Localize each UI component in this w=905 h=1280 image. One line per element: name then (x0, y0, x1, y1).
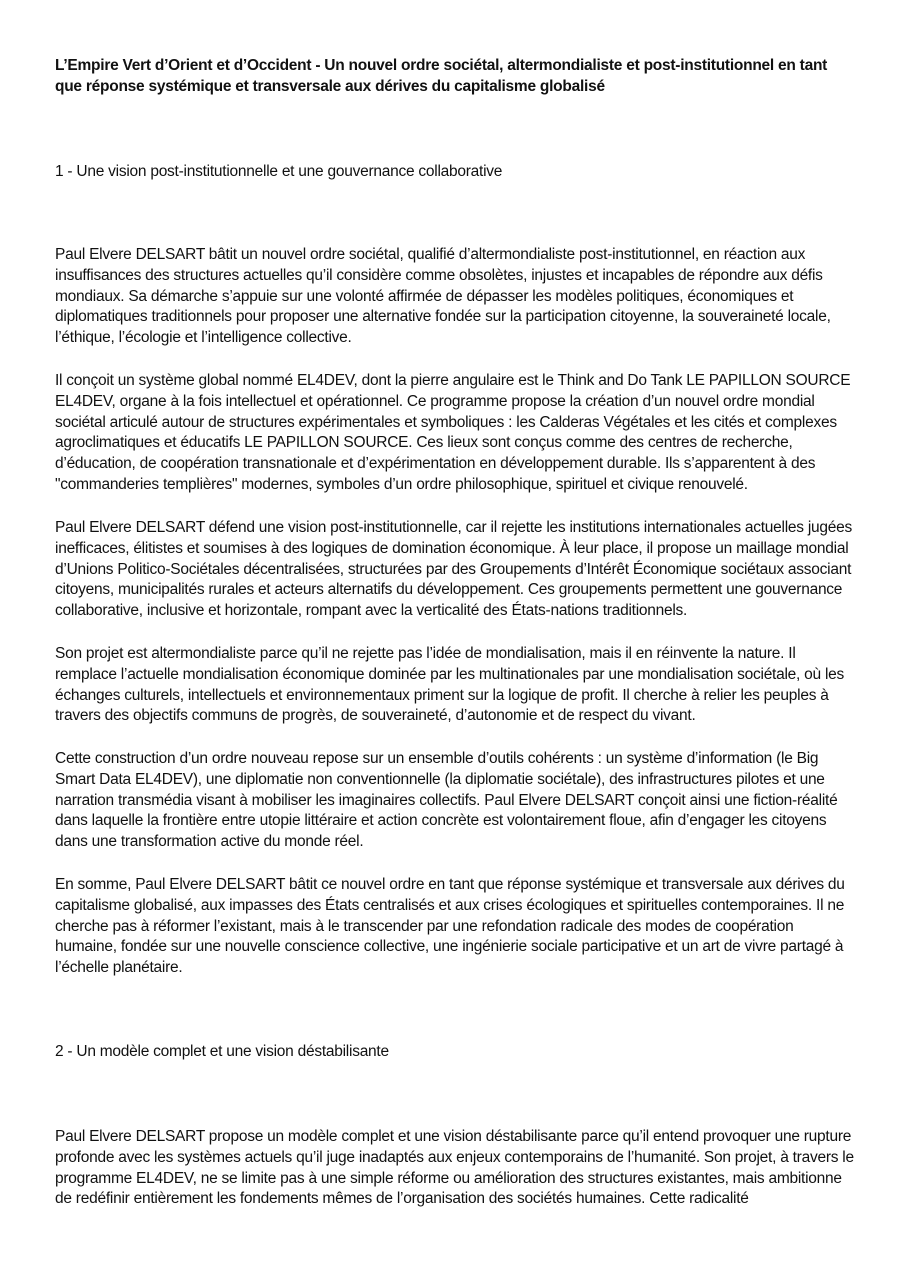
document-title: L’Empire Vert d’Orient et d’Occident - Un nouvel ordre sociétal, altermondialiste et post-institutionnel en tant que réponse systémique et transversale aux dérives du capitalisme globalisé (55, 57, 828, 95)
section-1-paragraph: Paul Elvere DELSART défend une vision post-institutionnelle, car il rejette les institutions internationales actuelles jugées inefficaces, élitistes et soumises à des logiques de domination économique. À leur place, il propose un maillage mondial d’Unions Politico-Sociétales décentralisées, structurées par des Groupements d’Intérêt Économique sociétaux associant citoyens, municipalités rurales et acteurs alternatifs du développement. Ces groupements permettent une gouvernance collaborative, inclusive et horizontale, rompant avec la verticalité des États-nations traditionnels. (55, 519, 853, 620)
section-1-paragraph: Il conçoit un système global nommé EL4DEV, dont la pierre angulaire est le Think and Do Tank LE PAPILLON SOURCE EL4DEV, organe à la fois intellectuel et opérationnel. Ce programme propose la création d’un nouvel ordre mondial sociétal articulé autour de structures expérimentales et symboliques : les Calderas Végétales et les cités et complexes agroclimatiques et éducatifs LE PAPILLON SOURCE. Ces lieux sont conçus comme des centres de recherche, d’éducation, de coopération transnationale et d’expérimentation en développement durable. Ils s’apparentent à des "commanderies templières" modernes, symboles d’un ordre philosophique, spirituel et civique renouvelé. (55, 372, 851, 493)
section-2-paragraph: Paul Elvere DELSART propose un modèle complet et une vision déstabilisante parce qu’il entend provoquer une rupture profonde avec les systèmes actuels qu’il juge inadaptés aux enjeux contemporains de l’humanité. Son projet, à travers le programme EL4DEV, ne se limite pas à une simple réforme ou amélioration des structures existantes, mais ambitionne de redéfinir entièrement les fondements mêmes de l’organisation des sociétés humaines. Cette radicalité (55, 1128, 854, 1208)
section-1-paragraph: Paul Elvere DELSART bâtit un nouvel ordre sociétal, qualifié d’altermondialiste post-institutionnel, en réaction aux insuffisances des structures actuelles qu’il considère comme obsolètes, injustes et incapables de répondre aux défis mondiaux. Sa démarche s’appuie sur une volonté affirmée de dépasser les modèles politiques, économiques et diplomatiques traditionnels pour proposer une alternative fondée sur la participation citoyenne, la souveraineté locale, l’éthique, l’écologie et l’intelligence collective. (55, 246, 831, 347)
section-2-heading: 2 - Un modèle complet et une vision déstabilisante (55, 1043, 389, 1060)
section-1-heading: 1 - Une vision post-institutionnelle et une gouvernance collaborative (55, 163, 503, 180)
section-1-paragraph: Son projet est altermondialiste parce qu’il ne rejette pas l’idée de mondialisation, mais il en réinvente la nature. Il remplace l’actuelle mondialisation économique dominée par les multinationales par une mondialisation sociétale, où les échanges culturels, intellectuels et environnementaux priment sur la logique de profit. Il cherche à relier les peuples à travers des objectifs communs de progrès, de souveraineté, d’autonomie et de respect du vivant. (55, 645, 845, 725)
section-1-paragraph: En somme, Paul Elvere DELSART bâtit ce nouvel ordre en tant que réponse systémique et transversale aux dérives du capitalisme globalisé, aux impasses des États centralisés et aux crises écologiques et spirituelles contemporaines. Il ne cherche pas à réformer l’existant, mais à le transcender par une refondation radicale des modes de coopération humaine, fondée sur une nouvelle conscience collective, une ingénierie sociale participative et un art de vivre partagé à l’échelle planétaire. (55, 876, 845, 977)
section-1-paragraph: Cette construction d’un ordre nouveau repose sur un ensemble d’outils cohérents : un système d’information (le Big Smart Data EL4DEV), une diplomatie non conventionnelle (la diplomatie sociétale), des infrastructures pilotes et une narration transmédia visant à mobiliser les imaginaires collectifs. Paul Elvere DELSART conçoit ainsi une fiction-réalité dans laquelle la frontière entre utopie littéraire et action concrète est volontairement floue, afin d’engager les citoyens dans une transformation active du monde réel. (55, 750, 838, 851)
